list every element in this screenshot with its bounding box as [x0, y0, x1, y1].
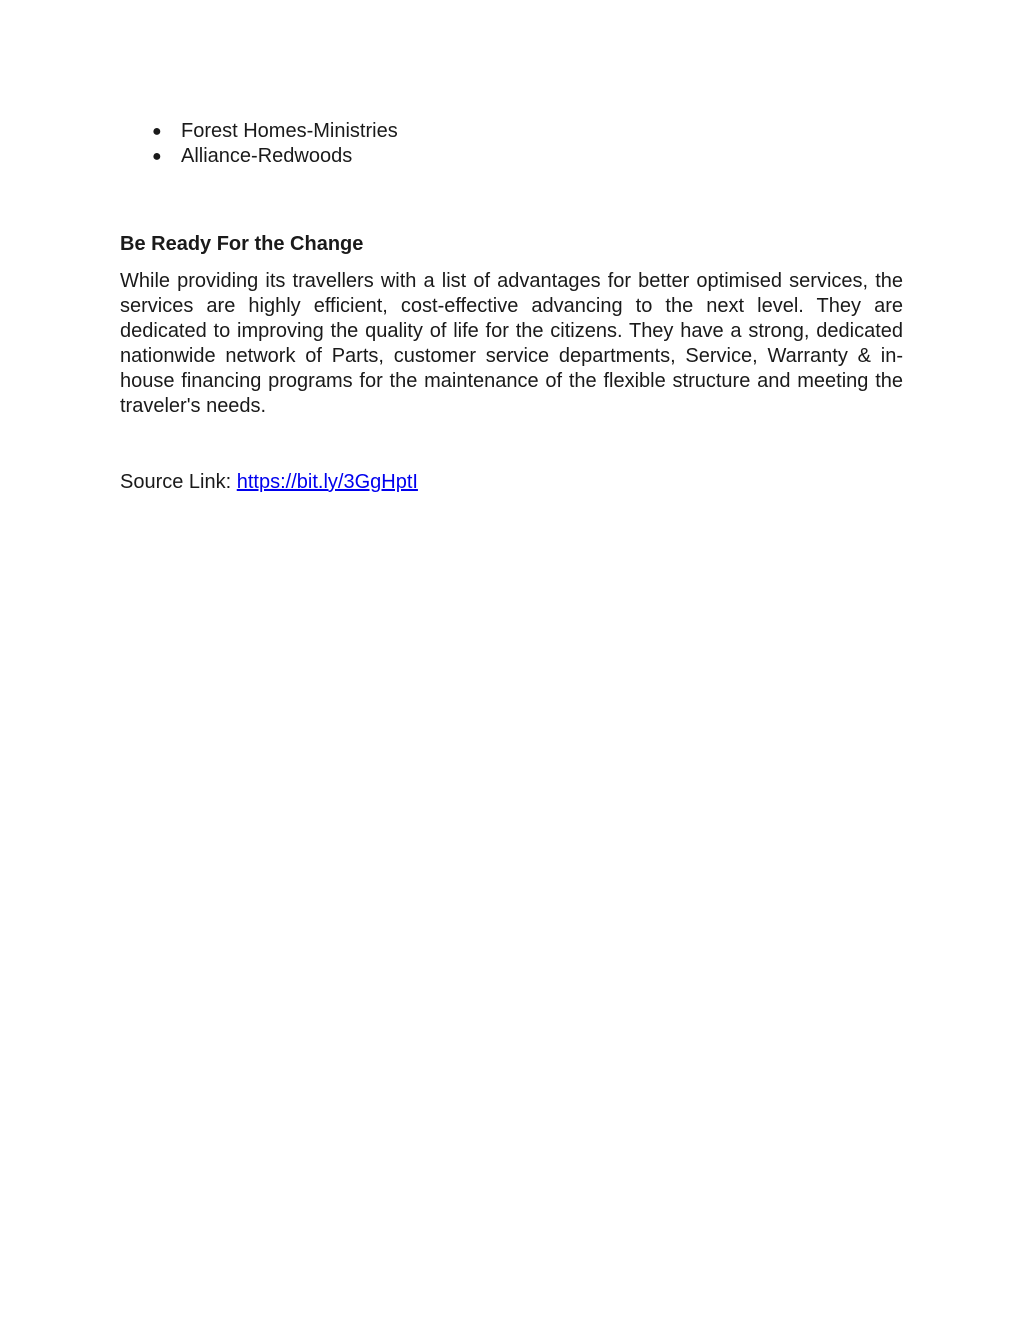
list-item [120, 119, 398, 144]
list-item-text: Alliance-Redwoods [181, 145, 353, 167]
bullet-icon: ● [152, 148, 162, 165]
source-link[interactable]: https://bit.ly/3GgHptI [236, 471, 418, 493]
bullet-icon: ● [152, 123, 162, 140]
bullet-list [120, 119, 398, 169]
source-label: Source Link: [120, 471, 237, 493]
list-item-text: Forest Homes-Ministries [181, 120, 398, 142]
source-line [120, 469, 418, 495]
list-item [120, 144, 398, 169]
body-paragraph: While providing its travellers with a list of advantages for better optimised services, the services are highly efficient, cost-effective advancing to the next level. They are dedicated to improving the quality of life for the citizens. They have a strong, dedicated nationwide network of Parts, customer service departments, Service, Warranty & in-house financing programs for the maintenance of the flexible structure and meeting the traveler's needs. [120, 270, 903, 417]
section-heading: Be Ready For the Change [120, 233, 364, 255]
